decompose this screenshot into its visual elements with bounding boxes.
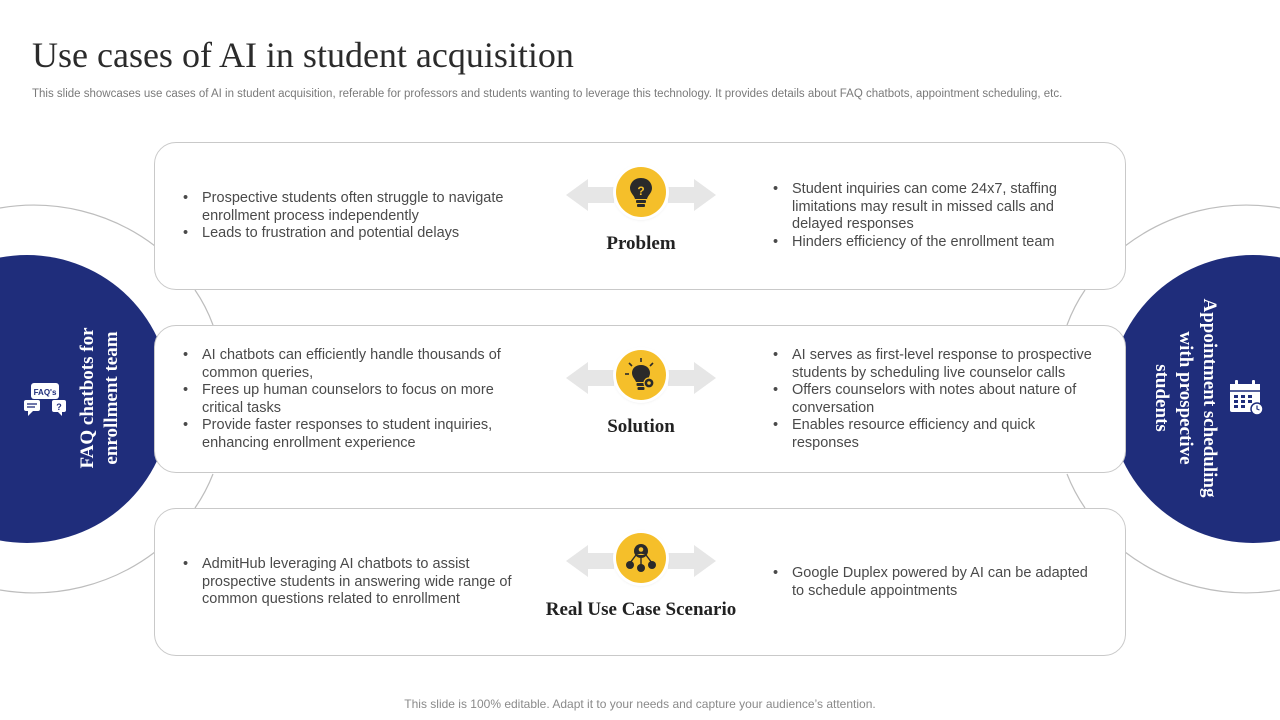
use-case-right-list xyxy=(773,565,1103,600)
page-subtitle: This slide showcases use cases of AI in student acquisition, referable for professors and students wanting to leverage this technology. It provides details about FAQ chatbots, appointment scheduling, etc. xyxy=(32,88,1063,100)
svg-text:?: ? xyxy=(637,184,645,198)
right-arrow-icon xyxy=(668,545,716,577)
user-network-icon xyxy=(616,533,666,583)
calendar-icon xyxy=(1230,380,1263,415)
row-label: Solution xyxy=(607,416,675,437)
list-item: • Frees up human counselors to focus on more critical tasks xyxy=(183,382,513,417)
left-bottom-arc xyxy=(0,552,155,593)
list-item: • Provide faster responses to student inquiries, enhancing enrollment experience xyxy=(183,417,513,452)
list-item: • Enables resource efficiency and quick responses xyxy=(773,417,1103,452)
left-mid-arc-top xyxy=(195,290,213,325)
use-case-row xyxy=(154,508,1126,656)
question-bulb-icon xyxy=(616,167,666,217)
solution-right-list xyxy=(773,347,1103,452)
list-item: • Offers counselors with notes about nature of conversation xyxy=(773,382,1103,417)
left-arrow-icon xyxy=(566,362,614,394)
list-item: • AI chatbots can efficiently handle thousands of common queries, xyxy=(183,347,513,382)
list-item: • Student inquiries can come 24x7, staffing limitations may result in missed calls and delayed responses xyxy=(773,181,1103,234)
svg-text:FAQ's: FAQ's xyxy=(33,388,57,397)
right-mid-arc-top xyxy=(1067,290,1085,325)
problem-row xyxy=(154,142,1126,290)
left-mid-arc-bottom xyxy=(195,474,213,508)
right-arrow-icon xyxy=(668,179,716,211)
right-bottom-arc xyxy=(1125,552,1280,593)
row-label: Problem xyxy=(606,233,676,254)
problem-center xyxy=(565,167,717,255)
svg-text:?: ? xyxy=(56,402,62,412)
use-case-left-list xyxy=(183,556,513,609)
footer-note: This slide is 100% editable. Adapt it to your needs and capture your audience’s attention. xyxy=(404,697,876,711)
right-arrow-icon xyxy=(668,362,716,394)
solution-left-list xyxy=(183,347,513,452)
problem-right-list xyxy=(773,181,1103,251)
list-item: • Prospective students often struggle to navigate enrollment process independently xyxy=(183,190,513,225)
list-item: • Leads to frustration and potential delays xyxy=(183,225,513,243)
right-side-title: Appointment scheduling with prospective students xyxy=(1151,298,1220,498)
solution-center xyxy=(565,350,717,438)
page-title: Use cases of AI in student acquisition xyxy=(32,35,574,75)
left-side-title: FAQ chatbots for enrollment team xyxy=(77,327,122,469)
solution-row xyxy=(154,325,1126,473)
right-top-arc xyxy=(1125,205,1280,246)
list-item: • AI serves as first-level response to prospective students by scheduling live counselor calls xyxy=(773,347,1103,382)
list-item: • Google Duplex powered by AI can be adapted to schedule appointments xyxy=(773,565,1103,600)
idea-bulb-icon xyxy=(616,350,666,400)
left-top-arc xyxy=(0,205,155,246)
problem-left-list xyxy=(183,190,513,243)
use-case-center xyxy=(545,533,737,621)
left-arrow-icon xyxy=(566,545,614,577)
list-item: • Hinders efficiency of the enrollment team xyxy=(773,234,1103,252)
left-arrow-icon xyxy=(566,179,614,211)
list-item: • AdmitHub leveraging AI chatbots to assist prospective students in answering wide range of common questions related to enrollment xyxy=(183,556,513,609)
row-label: Real Use Case Scenario xyxy=(545,599,737,620)
right-mid-arc-bottom xyxy=(1067,474,1085,508)
